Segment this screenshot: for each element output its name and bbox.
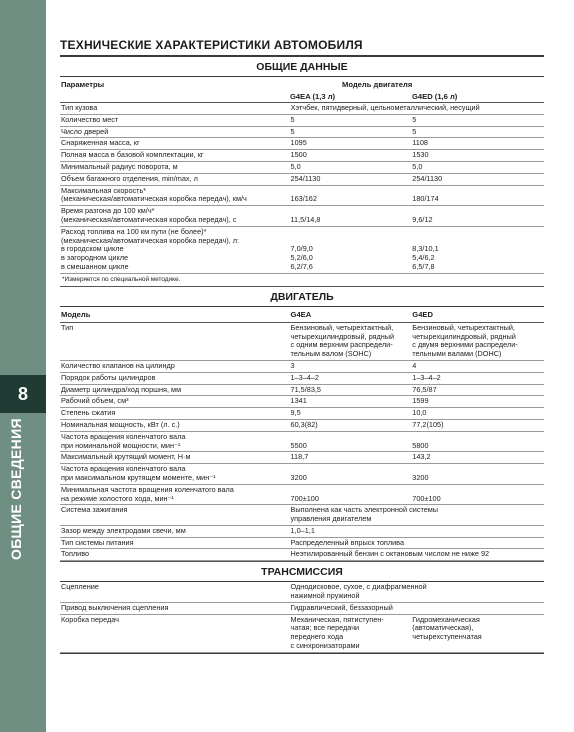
param-value-a: 71,5/83,5 — [290, 384, 321, 394]
param-label: Диаметр цилиндра/ход поршня, мм — [61, 384, 182, 394]
param-label: Расход топлива на 100 км пути (не более)* (механическая/автоматическая коробка передач), л: в городском цикле в загородном цикле в смешанном цикле — [61, 226, 240, 271]
table-row — [60, 115, 544, 127]
table-row — [60, 432, 544, 453]
param-label: Тип системы питания — [61, 537, 134, 547]
param-label: Количество мест — [61, 114, 119, 124]
table-row — [60, 186, 544, 207]
header-engine-a: G4EA — [290, 309, 312, 319]
table-row — [60, 615, 544, 653]
param-value-a: 11,5/14,8 — [290, 214, 321, 224]
param-value-b: 254/1130 — [412, 173, 443, 183]
param-value-a: Механическая, пятиступен- чатая; все передачи переднего хода с синхронизаторами — [290, 614, 384, 651]
param-value-b: 4 — [412, 360, 417, 370]
header-engine-model-group — [290, 77, 544, 102]
section-title-general: ОБЩИЕ ДАННЫЕ — [60, 57, 544, 77]
param-value-b: 1530 — [412, 150, 429, 160]
param-value-b: 3200 — [412, 472, 429, 482]
footnote: *Измеряется по специальной методике. — [60, 274, 544, 287]
param-label: Максимальный крутящий момент, Н·м — [61, 452, 191, 462]
page-title: ТЕХНИЧЕСКИЕ ХАРАКТЕРИСТИКИ АВТОМОБИЛЯ — [60, 34, 544, 57]
param-value-a: 118,7 — [290, 452, 309, 462]
table-row — [60, 323, 544, 361]
transmission-table-body — [60, 582, 544, 653]
param-value-b: 143,2 — [412, 452, 431, 462]
param-value-a: 5 — [290, 126, 295, 136]
param-label: Порядок работы цилиндров — [61, 372, 156, 382]
table-row — [60, 582, 544, 603]
param-label: Снаряженная масса, кг — [61, 138, 140, 148]
table-row — [60, 385, 544, 397]
param-value-a: 1500 — [290, 150, 307, 160]
table-row — [60, 603, 544, 615]
param-value-b: 77,2(105) — [412, 419, 444, 429]
param-value-b: 5 — [412, 126, 417, 136]
param-value-b: 180/174 — [412, 194, 439, 204]
param-value-a: 5 — [290, 114, 295, 124]
param-value-b: 8,3/10,1 5,4/6,2 6,5/7,8 — [412, 244, 439, 271]
header-model-b: G4ED (1,6 л) — [412, 92, 458, 101]
param-label: Зазор между электродами свечи, мм — [61, 525, 186, 535]
param-label: Минимальный радиус поворота, м — [61, 161, 178, 171]
table-row — [60, 206, 544, 227]
param-label: Сцепление — [61, 582, 99, 592]
param-value-a: 163/162 — [290, 194, 317, 204]
table-row — [60, 162, 544, 174]
param-value-b: 700±100 — [412, 493, 441, 503]
param-label: Номинальная мощность, кВт (л. с.) — [61, 419, 180, 429]
table-row — [60, 464, 544, 485]
page-content — [60, 34, 544, 654]
param-label: Система зажигания — [61, 505, 128, 515]
table-row — [60, 174, 544, 186]
param-value-a: 1–3–4–2 — [290, 372, 319, 382]
param-value-a: 1095 — [290, 138, 307, 148]
header-engine-model: Модель двигателя — [342, 80, 413, 89]
table-row — [60, 452, 544, 464]
header-engine-b: G4ED — [412, 309, 433, 319]
table-row — [60, 227, 544, 274]
param-value-b: 10,0 — [412, 408, 427, 418]
table-row — [60, 485, 544, 506]
header-model-a: G4EA (1,3 л) — [290, 92, 336, 101]
param-value-a: 254/1130 — [290, 173, 321, 183]
param-value-a: 5,0 — [290, 161, 301, 171]
param-label: Объем багажного отделения, min/max, л — [61, 173, 198, 183]
param-label: Рабочий объем, см³ — [61, 396, 129, 406]
chapter-title: ОБЩИЕ СВЕДЕНИЯ — [8, 418, 24, 560]
param-value-b: Гидромеханическая (автоматическая), четырехступенчатая — [412, 614, 482, 642]
param-value-a: 3 — [290, 360, 295, 370]
chapter-number-badge: 8 — [0, 375, 46, 413]
param-value-b: 1599 — [412, 396, 429, 406]
param-value-a: 60,3(82) — [290, 419, 318, 429]
table-row — [60, 526, 544, 538]
param-label: Частота вращения коленчатого вала при максимальном крутящем моменте, мин⁻¹ — [61, 464, 216, 482]
table-row — [60, 505, 544, 526]
param-label: Количество клапанов на цилиндр — [61, 360, 175, 370]
param-value-a: 3200 — [290, 472, 307, 482]
param-label: Частота вращения коленчатого вала при номинальной мощности, мин⁻¹ — [61, 431, 186, 450]
engine-table-body — [60, 323, 544, 562]
param-label: Полная масса в базовой комплектации, кг — [61, 150, 204, 160]
param-value: Выполнена как часть электронной системы управления двигателем — [290, 505, 439, 524]
general-table-body — [60, 103, 544, 274]
param-label: Тип кузова — [61, 103, 98, 112]
param-value: Неэтилированный бензин с октановым числом не ниже 92 — [290, 549, 490, 559]
param-label: Минимальная частота вращения коленчатого вала на режиме холостого хода, мин⁻¹ — [61, 484, 234, 503]
param-value-a: 5500 — [290, 440, 307, 450]
header-model: Модель — [61, 309, 91, 319]
param-value-a: 700±100 — [290, 493, 319, 503]
param-label: Привод выключения сцепления — [61, 602, 169, 612]
param-value-a: 9,5 — [290, 408, 301, 418]
table-row — [60, 361, 544, 373]
table-row — [60, 396, 544, 408]
param-value-b: 5,0 — [412, 161, 423, 171]
param-value-b: 9,6/12 — [412, 214, 433, 224]
section-title-transmission: ТРАНСМИССИЯ — [60, 561, 544, 582]
param-value-b: 1108 — [412, 138, 428, 148]
table-row — [60, 373, 544, 385]
param-label: Степень сжатия — [61, 408, 116, 418]
table-row — [60, 138, 544, 150]
general-table-header — [60, 77, 544, 103]
param-value: Хэтчбек, пятидверный, цельнометаллический, несущий — [290, 103, 480, 112]
param-value-a: 7,0/9,0 5,2/6,0 6,2/7,6 — [290, 244, 313, 271]
header-parameters: Параметры — [61, 80, 105, 89]
param-value-b: 5800 — [412, 440, 429, 450]
param-value: 1,0–1,1 — [290, 525, 315, 535]
param-value-b: Бензиновый, четырехтактный, четырехцилиндровый, рядный с двумя верхними распредели- тельными валами (DOHC) — [412, 322, 518, 359]
table-row — [60, 420, 544, 432]
chapter-sidebar — [0, 0, 46, 732]
param-label: Тип — [61, 322, 74, 332]
table-row — [60, 127, 544, 139]
param-label: Коробка передач — [61, 614, 119, 624]
table-row — [60, 549, 544, 561]
param-label: Топливо — [61, 549, 90, 559]
table-row — [60, 103, 544, 115]
param-value-a: 1341 — [290, 396, 307, 406]
param-value-b: 1–3–4–2 — [412, 372, 441, 382]
param-value-a: Бензиновый, четырехтактный, четырехцилиндровый, рядный с одним верхним распредели- тельным валом (SOHC) — [290, 322, 395, 359]
param-label: Число дверей — [61, 126, 109, 136]
param-value-b: 76,5/87 — [412, 384, 437, 394]
param-value: Гидравлический, беззазорный — [290, 602, 393, 612]
table-row — [60, 408, 544, 420]
param-value: Распределенный впрыск топлива — [290, 537, 405, 547]
param-value-b: 5 — [412, 114, 417, 124]
param-value: Однодисковое, сухое, с диафрагменной нажимной пружиной — [290, 582, 427, 601]
section-title-engine: ДВИГАТЕЛЬ — [60, 287, 544, 307]
param-label: Время разгона до 100 км/ч* (механическая/автоматическая коробка передач), с — [61, 206, 237, 224]
table-row — [60, 150, 544, 162]
table-row — [60, 538, 544, 550]
engine-table-header — [60, 307, 544, 323]
param-label: Максимальная скорость* (механическая/автоматическая коробка передач), км/ч — [61, 185, 247, 204]
